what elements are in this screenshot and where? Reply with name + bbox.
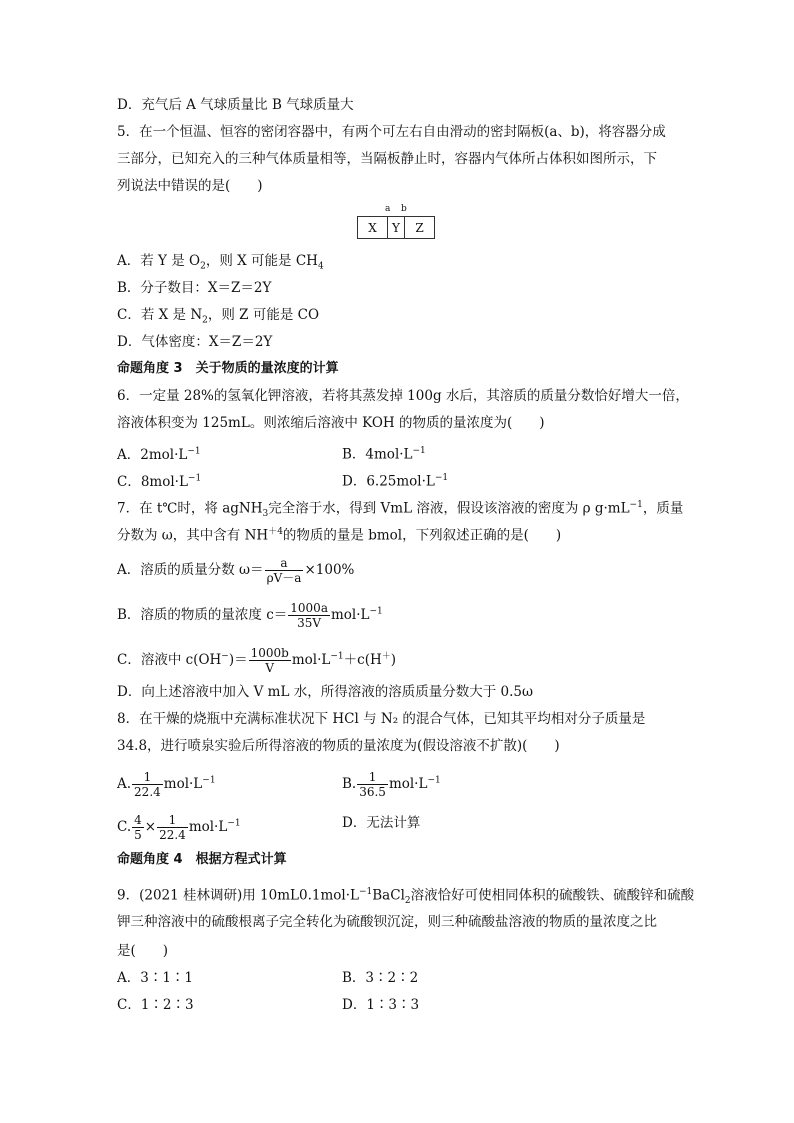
cell-x: X (357, 216, 388, 239)
partition-a-label: a (385, 204, 391, 214)
q7-option-d: D．向上述溶液中加入 V mL 水，所得溶液的溶质质量分数大于 0.5ω (117, 684, 533, 700)
q5-option-b: B．分子数目：X＝Z＝2Y (117, 280, 272, 296)
cell-y: Y (387, 216, 405, 239)
q4-option-d: D．充气后 A 气球质量比 B 气球质量大 (117, 97, 354, 113)
q6-stem-line2: 溶液体积变为 125mL。则浓缩后溶液中 KOH 的物质的量浓度为( ) (117, 415, 545, 431)
q7-option-a: A．溶质的质量分数 ω＝ $\frac{a}{\rho V-a}$ ×100% (117, 556, 355, 585)
q6-options-row1 (117, 441, 426, 465)
q8-options-row1 (117, 770, 441, 799)
q8-option-c: C. $\frac{4}{5}$ × $\frac{1}{22.4}$ $mol\cdot L^{-1}$ (117, 813, 241, 842)
q6-options-row2 (117, 468, 449, 492)
q9-option-a: A．3∶1∶1 (117, 970, 194, 986)
q5-stem-line2: 三部分，已知充入的三种气体质量相等，当隔板静止时，容器内气体所占体积如图所示，下 (117, 151, 657, 167)
q9-option-c: C．1∶2∶3 (117, 997, 194, 1013)
q5-option-a: A．若 Y 是 $O_2$，则 X 可能是 $CH_4$ (117, 253, 324, 272)
q9-options-row2 (117, 995, 420, 1015)
q6-stem-line1: 6．一定量 28%的氢氧化钾溶液，若将其蒸发掉 100g 水后，其溶质的质量分数恰好增大一倍， (117, 388, 689, 404)
q8-option-a: A. $\frac{1}{22.4}$ $mol\cdot L^{-1}$ (117, 770, 216, 799)
q9-option-d: D．1∶3∶3 (342, 997, 420, 1013)
q8-options-row2 (117, 813, 421, 842)
q9-option-b: B．3∶2∶2 (342, 970, 419, 986)
q8-option-d: D．无法计算 (342, 815, 421, 831)
q6-option-a: A．$2mol\cdot L^{-1}$ (117, 446, 201, 463)
q9-options-row1 (117, 968, 419, 988)
q6-option-b: B．$4mol\cdot L^{-1}$ (342, 446, 426, 463)
q7-option-b: B．溶质的物质的量浓度 c＝ $\frac{1000a}{35V}$ $mol\cdot L^{-1}$ (117, 601, 383, 630)
section-heading-4: 命题角度 4 根据方程式计算 (117, 852, 287, 867)
q9-stem-line1: 9．(2021 桂林调研)用 $10mL0.1mol\cdot L^{-1}BaCl_2$溶液恰好可使相同体积的硫酸铁、硫酸锌和硫酸 (117, 887, 695, 907)
q6-option-c: C．$8mol\cdot L^{-1}$ (117, 473, 202, 490)
q7-stem-line1: 7．在 t℃时，将 agNH$_3$完全溶于水，得到 VmL 溶液，假设该溶液的密度为 ρ $g\cdot mL^{-1}$，质量 (117, 500, 684, 520)
q5-stem-line3: 列说法中错误的是( ) (117, 178, 263, 194)
cell-z: Z (404, 216, 435, 239)
q8-stem-line2: 34.8，进行喷泉实验后所得溶液的物质的量浓度为(假设溶液不扩散)( ) (117, 738, 560, 754)
section-heading-3: 命题角度 3 关于物质的量浓度的计算 (117, 361, 339, 376)
q8-stem-line1: 8．在干燥的烧瓶中充满标准状况下 HCl 与 N₂ 的混合气体，已知其平均相对分子质量是 (117, 711, 646, 727)
q5-stem-line1: 5．在一个恒温、恒容的密闭容器中，有两个可左右自由滑动的密封隔板(a、b)，将容器分成 (117, 124, 666, 140)
q9-stem-line2: 钾三种溶液中的硫酸根离子完全转化为硫酸钡沉淀，则三种硫酸盐溶液的物质的量浓度之比 (117, 914, 657, 930)
partition-b-label: b (401, 204, 407, 214)
q7-stem-line2: 分数为 ω，其中含有 $NH^{+4}$的物质的量是 bmol，下列叙述正确的是( ) (117, 527, 562, 544)
q8-option-b: B. $\frac{1}{36.5}$ $mol\cdot L^{-1}$ (342, 770, 441, 799)
q7-option-c: C．溶液中 c(OH−)＝ $\frac{1000b}{V}$ $mol\cdot L^{-1}+c(H^+)$ (117, 646, 397, 675)
q6-option-d: D．$6.25mol\cdot L^{-1}$ (342, 473, 449, 490)
q5-option-c: C．若 X 是 $N_2$，则 Z 可能是 CO (117, 307, 320, 326)
q9-stem-line3: 是( ) (117, 943, 169, 959)
q5-option-d: D．气体密度：X＝Z＝2Y (117, 334, 273, 350)
